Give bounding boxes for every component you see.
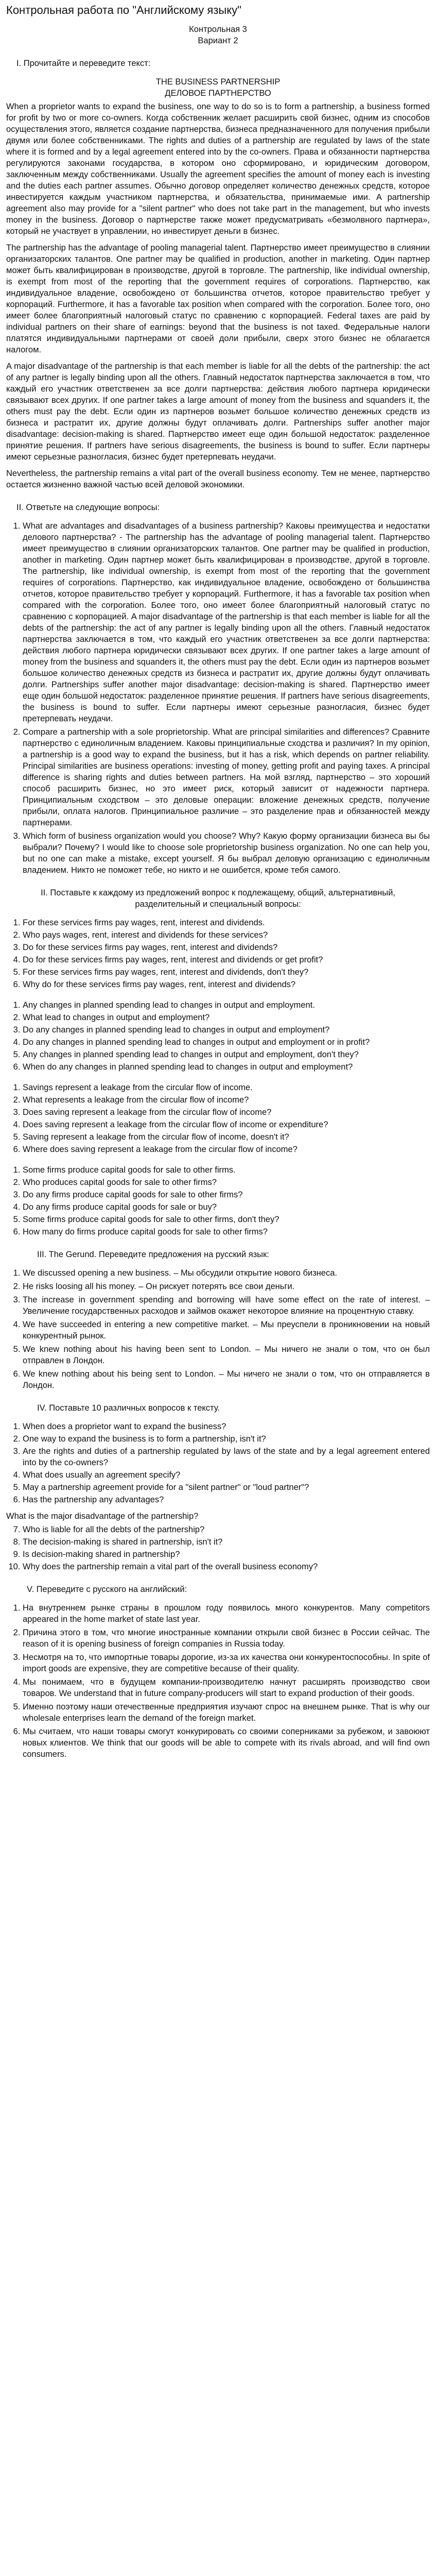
list-item: 3. Does saving represent a leakage from the circular flow of income? (23, 1107, 430, 1118)
section-3-heading: II. Поставьте к каждому из предложений вопрос к подлежащему, общий, альтернативный, разделительный и специальный вопросы: (41, 888, 395, 909)
list-item: 5. Saving represent a leakage from the circular flow of income, doesn't it? (23, 1131, 430, 1143)
list-item: 3. Which form of business organization would you choose? Why? Какую форму организации бизнеса вы бы выбрали? Почему? I would like to choose sole proprietorship business organization. No one can help you, but no one can make a mistake, except yourself. Я бы выбрал деловую организацию с единоличным владением. Никто не поможет тебе, но никто и не ошибется, кроме тебя самого. (23, 831, 430, 876)
list-item: 3. Несмотря на то, что импортные товары дорогие, из-за их качества они конкурентоспособны. In spite of import goods are expensive, they are competitive because of their quality. (23, 1652, 430, 1674)
section-6-heading: V. Переведите с русского на английский: (27, 1585, 187, 1594)
list-item: 5. Именно поэтому наши отечественные предприятия изучают спрос на внешнем рынке. That is why our wholesale enterprises learn the demand of the foreign market. (23, 1701, 430, 1724)
paragraph: A major disadvantage of the partnership is that each member is liable for all the debts of the partnership: the act of any partner is legally binding upon all the others. Главный недостаток партнерства заключается в том, что каждый его участник ответственен за все долги партнерства: действия любого партнера юридически связывают всех других. If one partner takes a large amount of money from the business and squanders it, the others must pay the debt. Если один из партнеров возьмет большое количество денежных средств из бизнеса и растратит их, другие должны будут оплачивать долги. Partnerships suffer another major disadvantage: decision-making is shared. Партнерство имеет еще один большой недостаток: разделенное принятие решения. If partners have serious disagreements, the business is bound to suffer. Если партнеры имеют серьезные разногласия, бизнес будет претерпевать неудачи. (6, 362, 430, 462)
list-item: 1. For these services firms pay wages, rent, interest and dividends. (23, 917, 430, 928)
questions-group-2 (6, 999, 430, 1073)
list-item: 5. May a partnership agreement provide for a "silent partner" or "loud partner"? (23, 1482, 430, 1493)
list-item: 4. We have succeeded in entering a new competitive market. – Мы преуспели в проникновении на новый конкурентный рынок. (23, 1319, 430, 1342)
list-item: 4. What does usually an agreement specify? (23, 1469, 430, 1481)
questions-group-3 (6, 1082, 430, 1155)
list-item: 5. For these services firms pay wages, rent, interest and dividends, don't they? (23, 967, 430, 978)
list-item: 1. Savings represent a leakage from the circular flow of income. (23, 1082, 430, 1093)
list-item: 6. How many do firms produce capital goods for sale to other firms? (23, 1226, 430, 1238)
list-item: 5. Any changes in planned spending lead to changes in output and employment, don't they? (23, 1049, 430, 1060)
list-item: 3. Do any changes in planned spending lead to changes in output and employment? (23, 1024, 430, 1036)
text-questions-list (6, 1421, 430, 1505)
list-item: 5. Some firms produce capital goods for sale to other firms, don't they? (23, 1214, 430, 1225)
list-item: 6. Has the partnership any advantages? (23, 1494, 430, 1505)
list-item: 1. When does a proprietor want to expand the business? (23, 1421, 430, 1432)
list-item: 3. Do any firms produce capital goods for sale to other firms? (23, 1189, 430, 1200)
page-title: Контрольная работа по "Английскому языку" (6, 4, 241, 16)
list-item: 6. Мы считаем, что наши товары смогут конкурировать со своими соперниками за рубежом, и завоюют новых клиентов. We think that our goods will be able to compete with its rivals abroad, and will find own consumers. (23, 1726, 430, 1760)
list-item: 8. The decision-making is shared in partnership, isn't it? (23, 1536, 430, 1548)
section-2-heading: II. Ответьте на следующие вопросы: (16, 503, 160, 512)
list-item: 5. We knew nothing about his having been sent to London. – Мы ничего не знали о том, что он был отправлен в Лондон. (23, 1344, 430, 1366)
list-item: 2. What represents a leakage from the circular flow of income? (23, 1094, 430, 1106)
section-1-heading: I. Прочитайте и переведите текст: (16, 59, 151, 68)
text-title-ru: ДЕЛОВОЕ ПАРТНЕРСТВО (165, 89, 271, 98)
list-item: 7. Who is liable for all the debts of the partnership? (23, 1524, 430, 1535)
list-item: 2. Compare a partnership with a sole proprietorship. What are principal similarities and differences? Сравните партнерство с единоличным владением. Каковы принципиальные сходства и различия? In my opinion, a partnership is a good way to expand the business, but it has a risk, which depends on partner reliability. Principal similarities are business operations: investing of money, getting profit and paying taxes. A principal difference is sharing rights and duties between partners. На мой взгляд, партнерство – это хороший способ расширить бизнес, но это имеет риск, который зависит от надежности партнера. Принципиальным сходством – это деловые операции: вложение денежных средств, получение прибыли, оплата налогов. Принципиальное различие – это разделение прав и обязанностей между партнерами. (23, 726, 430, 828)
list-item: 6. Why do for these services firms pay wages, rent, interest and dividends? (23, 979, 430, 990)
list-item: 1. Some firms produce capital goods for sale to other firms. (23, 1164, 430, 1176)
paragraph: Nevertheless, the partnership remains a vital part of the overall business economy. Тем не менее, партнерство остается жизненно важной частью всей деловой экономики. (6, 469, 430, 489)
list-item: 1. На внутреннем рынке страны в прошлом году появилось много конкурентов. Many competitors appeared in the home market of state last year. (23, 1602, 430, 1625)
unnumbered-question: What is the major disadvantage of the partnership? (6, 1512, 199, 1521)
paragraph: When a proprietor wants to expand the business, one way to do so is to form a partnership, a business formed for profit by two or more co-owners. Когда собственник желает расширить свой бизнес, одним из способов осуществления этого, является создание партнерства, бизнеса предназначенного для получения прибыли двумя или более собственниками. The rights and duties of a partnership are regulated by laws of the state where it is formed and by a legal agreement entered into by the co-owners. Права и обязанности партнерства регулируются законами государства, в котором оно сформировано, и юридическим договором, заключенным между собственниками. Usually the agreement specifies the amount of money each is investing and the duties each partner assumes. Обычно договор определяет количество денежных средств, которое инвестируется каждым участником партнерства, и обязательства, принимаемые ими. A partnership agreement also may provide for a "silent partner" who does not take part in the management, but who invests money in the business. Договор о партнерстве также может предусматривать «безмолвного партнера», который не участвует в управлении, но инвестирует деньги в бизнес. (6, 102, 430, 236)
list-item: 6. We knew nothing about his being sent to London. – Мы ничего не знали о том, что он отправляется в Лондон. (23, 1368, 430, 1391)
list-item: 2. Who produces capital goods for sale to other firms? (23, 1177, 430, 1188)
list-item: 1. What are advantages and disadvantages of a business partnership? Каковы преимущества и недостатки делового партнерства? - The partnership has the advantage of pooling managerial talent. Партнерство имеет преимущество в слиянии организаторских талантов. One partner may be qualified in production, another in marketing. Один партнер может быть квалифицирован в производстве, другой в торговле. The partnership, like individual ownership, is exempt from most of the reporting that the government requires of corporations. Партнерство, как индивидуальное владение, освобождено от большинства отчетов, которое правительство требует у корпораций. Furthermore, it has a favorable tax position when compared with the corporation. Более того, оно имеет более благоприятный налоговый статус по сравнению с корпорацией. A major disadvantage of the partnership is that each member is liable for all the debts of the partnership: the act of any partner is legally binding upon all the others. Главный недостаток партнерства заключается в том, что каждый его участник ответственен за все долги партнерства: действия любого партнера юридически связывают всех других. If one partner takes a large amount of money from the business and squanders it, the others must pay the debt. Если один из партнеров возьмет большое количество денежных средств из бизнеса и растратит их, другие должны будут оплачивать долги. Partnerships suffer another major disadvantage: decision-making is shared. Партнерство имеет еще один большой недостаток: разделенное принятие решения. If partners have serious disagreements, the business is bound to suffer. Если партнеры имеют серьезные разногласия, бизнес будет претерпевать неудачи. (23, 520, 430, 724)
section-5-heading: IV. Поставьте 10 различных вопросов к тексту. (37, 1403, 220, 1413)
translation-list (6, 1602, 430, 1760)
list-item: 2. Причина этого в том, что многие иностранные компании открыли свой бизнес в России сейчас. The reason of it is opening business of foreign companies in Russia today. (23, 1627, 430, 1650)
questions-group-1 (6, 917, 430, 990)
list-item: 1. We discussed opening a new business. – Мы обсудили открытие нового бизнеса. (23, 1267, 430, 1279)
list-item: 9. Is decision-making shared in partnership? (23, 1549, 430, 1560)
list-item: 10. Why does the partnership remain a vital part of the overall business economy? (23, 1561, 430, 1572)
text-questions-list-cont (6, 1524, 430, 1572)
list-item: 1. Any changes in planned spending lead to changes in output and employment. (23, 999, 430, 1011)
section-4-heading: III. The Gerund. Переведите предложения на русский язык: (37, 1250, 269, 1259)
list-item: 3. Do for these services firms pay wages, rent, interest and dividends? (23, 942, 430, 953)
list-item: 3. The increase in government spending and borrowing will have some effect on the rate of interest. – Увеличение государственных расходов и займов окажет некоторое влияние на процентную ставку. (23, 1294, 430, 1317)
questions-group-4 (6, 1164, 430, 1238)
list-item: 2. What lead to changes in output and employment? (23, 1012, 430, 1023)
text-title-en: THE BUSINESS PARTNERSHIP (155, 77, 281, 87)
list-item: 2. One way to expand the business is to form a partnership, isn't it? (23, 1433, 430, 1445)
answers-list (6, 520, 430, 876)
list-item: 4. Do any firms produce capital goods for sale or buy? (23, 1201, 430, 1213)
variant-number: Вариант 2 (198, 36, 238, 45)
list-item: 4. Мы понимаем, что в будущем компании-производителю начнут расширять производство свои товаров. We understand that in future company-producers will start to expand production of their goods. (23, 1676, 430, 1699)
paragraph: The partnership has the advantage of pooling managerial talent. Партнерство имеет преимущество в слиянии организаторских талантов. One partner may be qualified in production, another in marketing. Один партнер может быть квалифицирован в производстве, другой в торговле. The partnership, like individual ownership, is exempt from most of the reporting that the government requires of corporations. Партнерство, как индивидуальное владение, освобождено от большинства отчетов, которое правительство требует у корпораций. Furthermore, it has a favorable tax position when compared with the corporation. Более того, оно имеет более благоприятный налоговый статус по сравнению с корпорацией. Federal taxes are paid by individual partners on their share of earnings: beyond that the business is not taxed. Федеральные налоги платятся индивидуальными партнерами от своей доли прибыли, сверх этого бизнес не облагается налогом. (6, 243, 430, 354)
list-item: 4. Does saving represent a leakage from the circular flow of income or expenditure? (23, 1119, 430, 1130)
list-item: 6. When do any changes in planned spending lead to changes in output and employment? (23, 1061, 430, 1073)
list-item: 6. Where does saving represent a leakage from the circular flow of income? (23, 1144, 430, 1155)
list-item: 4. Do any changes in planned spending lead to changes in output and employment or in profit? (23, 1037, 430, 1048)
list-item: 2. Who pays wages, rent, interest and dividends for these services? (23, 929, 430, 941)
gerund-list (6, 1267, 430, 1391)
list-item: 2. He risks loosing all his money. – Он рискует потерять все свои деньги. (23, 1281, 430, 1292)
work-number: Контрольная 3 (189, 25, 247, 34)
list-item: 3. Are the rights and duties of a partnership regulated by laws of the state and by a legal agreement entered into by the co-owners? (23, 1446, 430, 1468)
list-item: 4. Do for these services firms pay wages, rent, interest and dividends or get profit? (23, 954, 430, 965)
